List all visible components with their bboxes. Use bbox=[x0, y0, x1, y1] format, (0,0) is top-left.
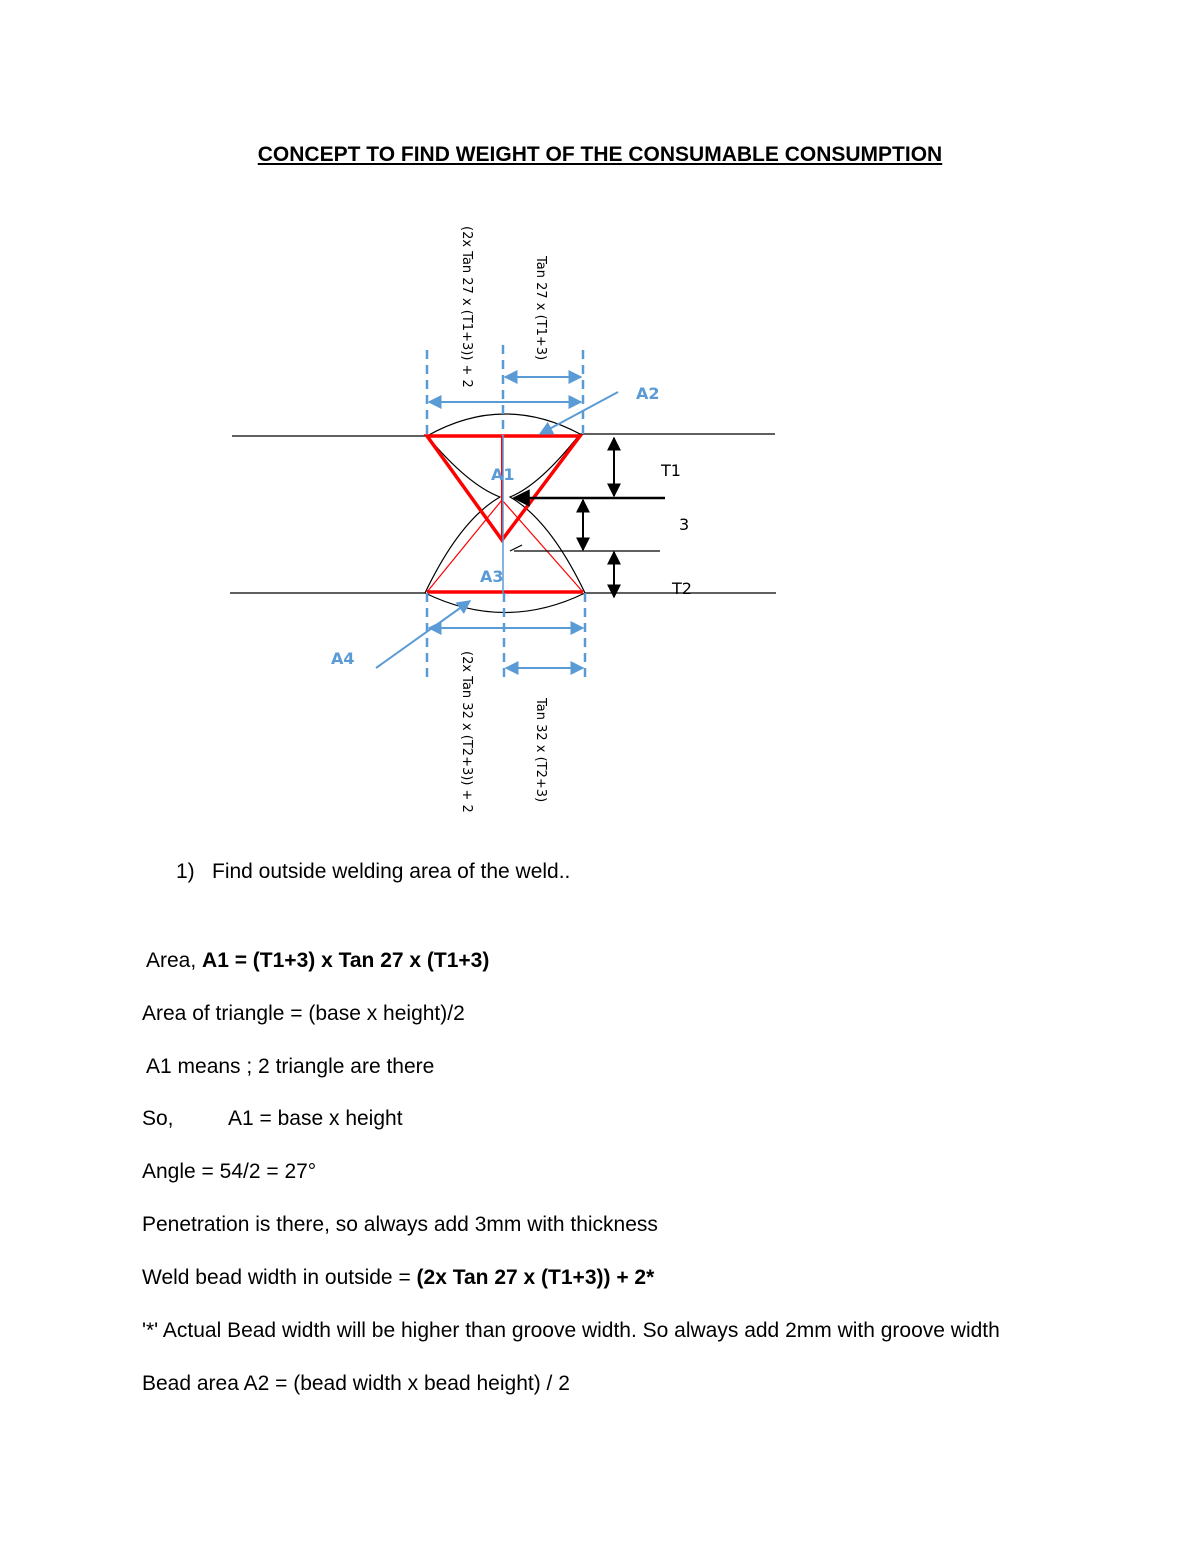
label-t1: T1 bbox=[661, 461, 681, 480]
bead-area-line: Bead area A2 = (bead width x bead height) / 2 bbox=[142, 1372, 570, 1395]
bead-formula: (2x Tan 27 x (T1+3)) + 2* bbox=[416, 1266, 655, 1289]
area-prefix: Area, bbox=[146, 949, 203, 972]
note-line: '*' Actual Bead width will be higher than groove width. So always add 2mm with groove width bbox=[142, 1319, 1000, 1342]
triangle-line: Area of triangle = (base x height)/2 bbox=[142, 1002, 465, 1025]
root-bottom-tick bbox=[510, 545, 522, 551]
label-a1: A1 bbox=[491, 465, 515, 484]
so-formula: A1 = base x height bbox=[228, 1107, 403, 1130]
label-a3: A3 bbox=[480, 567, 504, 586]
label-t2: T2 bbox=[672, 579, 692, 598]
area-formula: A1 = (T1+3) x Tan 27 x (T1+3) bbox=[202, 949, 490, 972]
bottom-groove-right bbox=[502, 500, 583, 592]
label-a4: A4 bbox=[331, 649, 355, 668]
label-root: 3 bbox=[679, 515, 690, 534]
bottom-inner-label: Tan 32 x (T2+3) bbox=[533, 698, 548, 803]
so-word: So, bbox=[142, 1107, 174, 1130]
top-inner-label: Tan 27 x (T1+3) bbox=[533, 256, 548, 361]
step-1-number: 1) bbox=[176, 860, 195, 883]
bead-prefix: Weld bead width in outside = bbox=[142, 1266, 417, 1289]
area-a1-line bbox=[146, 949, 489, 973]
so-line bbox=[142, 1107, 403, 1131]
page-title: CONCEPT TO FIND WEIGHT OF THE CONSUMABLE CONSUMPTION bbox=[257, 143, 943, 166]
penetration-line: Penetration is there, so always add 3mm with thickness bbox=[142, 1213, 658, 1236]
means-line: A1 means ; 2 triangle are there bbox=[146, 1055, 435, 1078]
top-outer-label: (2x Tan 27 x (T1+3)) + 2 bbox=[459, 226, 474, 388]
bottom-outer-label: (2x Tan 32 x (T2+3)) + 2 bbox=[459, 651, 474, 813]
label-a2: A2 bbox=[636, 384, 660, 403]
bead-width-line bbox=[142, 1266, 654, 1290]
step-1-text: Find outside welding area of the weld.. bbox=[212, 860, 571, 883]
a4-pointer bbox=[376, 601, 470, 668]
angle-line: Angle = 54/2 = 27° bbox=[142, 1160, 317, 1183]
step-1 bbox=[176, 860, 570, 884]
a2-pointer bbox=[540, 392, 618, 434]
